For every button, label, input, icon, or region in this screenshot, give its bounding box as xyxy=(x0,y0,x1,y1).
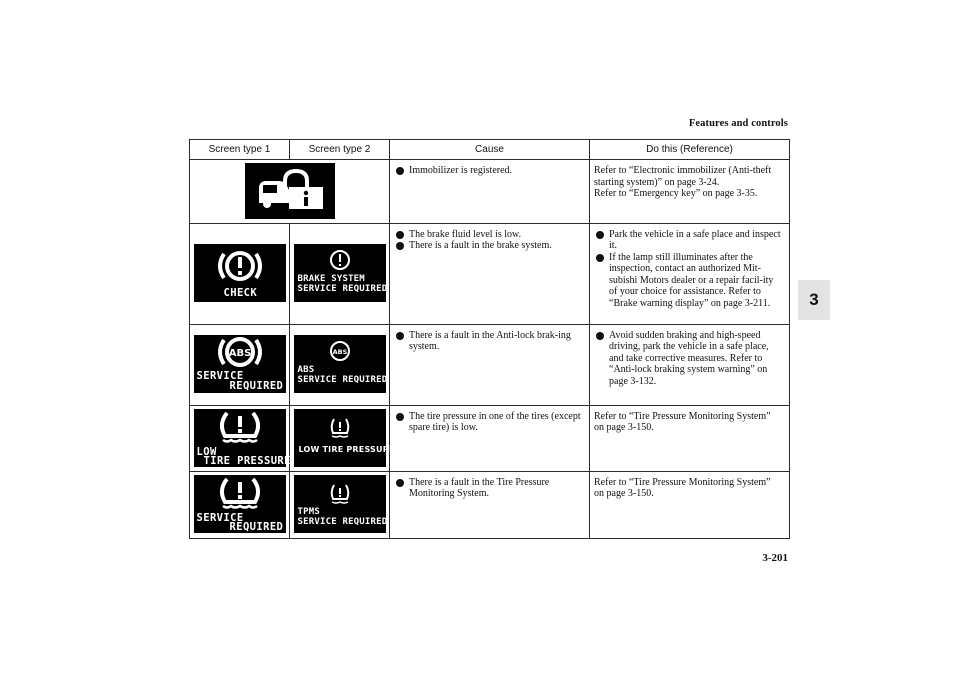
action-cell xyxy=(590,324,790,405)
display-text: SERVICE REQUIRED xyxy=(297,516,388,527)
cause-item: There is a fault in the brake system. xyxy=(394,240,583,252)
display-text: SERVICE REQUIRED xyxy=(297,374,388,385)
table-row xyxy=(190,223,790,324)
bullet-icon xyxy=(396,167,404,175)
low-tire-pressure-display xyxy=(294,409,395,467)
table-row xyxy=(190,324,790,405)
bullet-icon xyxy=(596,254,604,262)
tpms-service-display xyxy=(194,475,286,533)
bullet-icon xyxy=(396,332,404,340)
action-cell xyxy=(590,223,790,324)
reference-text: Refer to “Emergency key” on page 3-35. xyxy=(594,188,758,199)
bullet-icon xyxy=(596,332,604,340)
display-text: SERVICE xyxy=(196,511,244,524)
display-text: LOW TIRE PRESSURE xyxy=(298,444,395,454)
running-header: Features and controls xyxy=(688,118,788,129)
abs-icon-text: ABS xyxy=(332,347,347,356)
action-item: If the lamp still illuminates after the inspection, contact an authorized Mit-subishi Motors dealer or a repair facil-ity of your choice for assistance. Refer to “Brake warning display” on page 3-211. xyxy=(594,252,783,310)
screen1-cell xyxy=(190,471,290,538)
header-screen-type-1: Screen type 1 xyxy=(190,140,290,160)
screen1-cell xyxy=(190,324,290,405)
screen2-cell xyxy=(290,471,390,538)
display-text: TPMS xyxy=(297,506,320,517)
action-cell xyxy=(590,160,790,224)
brake-check-display xyxy=(194,244,286,302)
display-text: CHECK xyxy=(223,286,258,299)
abs-system-display xyxy=(294,335,386,393)
cause-item: There is a fault in the Anti-lock brak-ing system. xyxy=(394,330,583,353)
chapter-tab: 3 xyxy=(798,280,830,320)
cause-item: The tire pressure in one of the tires (except spare tire) is low. xyxy=(394,411,583,434)
action-item: Avoid sudden braking and high-speed driving, park the vehicle in a safe place, and take corrective measures. Refer to “Anti-lock braking system warning” on page 3-132. xyxy=(594,330,783,388)
header-screen-type-2: Screen type 2 xyxy=(290,140,390,160)
table-header-row xyxy=(190,140,790,160)
cause-cell xyxy=(390,471,590,538)
brake-system-display xyxy=(294,244,386,302)
display-text: BRAKE SYSTEM xyxy=(297,273,365,284)
display-text: LOW xyxy=(196,445,217,458)
reference-text: Refer to “Tire Pressure Monitoring System” on page 3-150. xyxy=(594,476,771,499)
bullet-icon xyxy=(396,479,404,487)
cause-cell xyxy=(390,324,590,405)
cause-item: There is a fault in the Tire Pressure Monitoring System. xyxy=(394,477,583,500)
screen-cell-merged xyxy=(190,160,390,224)
display-text: SERVICE REQUIRED xyxy=(297,283,388,294)
bullet-icon xyxy=(596,231,604,239)
screen2-cell xyxy=(290,324,390,405)
immobilizer-display xyxy=(245,163,335,219)
screen1-cell xyxy=(190,405,290,471)
table-row xyxy=(190,471,790,538)
immobilizer-icon xyxy=(245,163,335,219)
bullet-icon xyxy=(396,242,404,250)
cause-cell xyxy=(390,223,590,324)
tpms-service-required-display xyxy=(294,475,386,533)
table-row xyxy=(190,160,790,224)
screen2-cell xyxy=(290,223,390,324)
page-number: 3-201 xyxy=(762,552,788,564)
bullet-icon xyxy=(396,231,404,239)
low-tire-display xyxy=(194,409,291,467)
bullet-icon xyxy=(396,413,404,421)
screen1-cell xyxy=(190,223,290,324)
tire-pressure-icon xyxy=(294,409,386,467)
display-text: ABS xyxy=(297,364,315,375)
action-cell xyxy=(590,471,790,538)
warning-display-table xyxy=(189,139,790,539)
screen2-cell xyxy=(290,405,395,471)
reference-text: Refer to “Electronic immobilizer (Anti-theft starting system)” on page 3-24. xyxy=(594,165,772,188)
display-text: REQUIRED xyxy=(229,520,284,533)
abs-icon-text: ABS xyxy=(228,347,251,359)
cause-cell xyxy=(390,405,590,471)
action-item: Park the vehicle in a safe place and inspect it. xyxy=(594,229,783,252)
cause-cell xyxy=(390,160,590,224)
action-cell xyxy=(590,405,790,471)
display-text: SERVICE xyxy=(196,369,244,382)
reference-text: Refer to “Tire Pressure Monitoring System” on page 3-150. xyxy=(594,410,771,433)
display-text: REQUIRED xyxy=(229,379,284,392)
display-text: TIRE PRESSURE xyxy=(203,454,291,467)
table-row xyxy=(190,405,790,471)
abs-service-display xyxy=(194,335,286,393)
cause-item: The brake fluid level is low. xyxy=(394,229,583,241)
header-cause: Cause xyxy=(390,140,590,160)
cause-item: Immobilizer is registered. xyxy=(394,165,583,177)
header-do-this: Do this (Reference) xyxy=(590,140,790,160)
